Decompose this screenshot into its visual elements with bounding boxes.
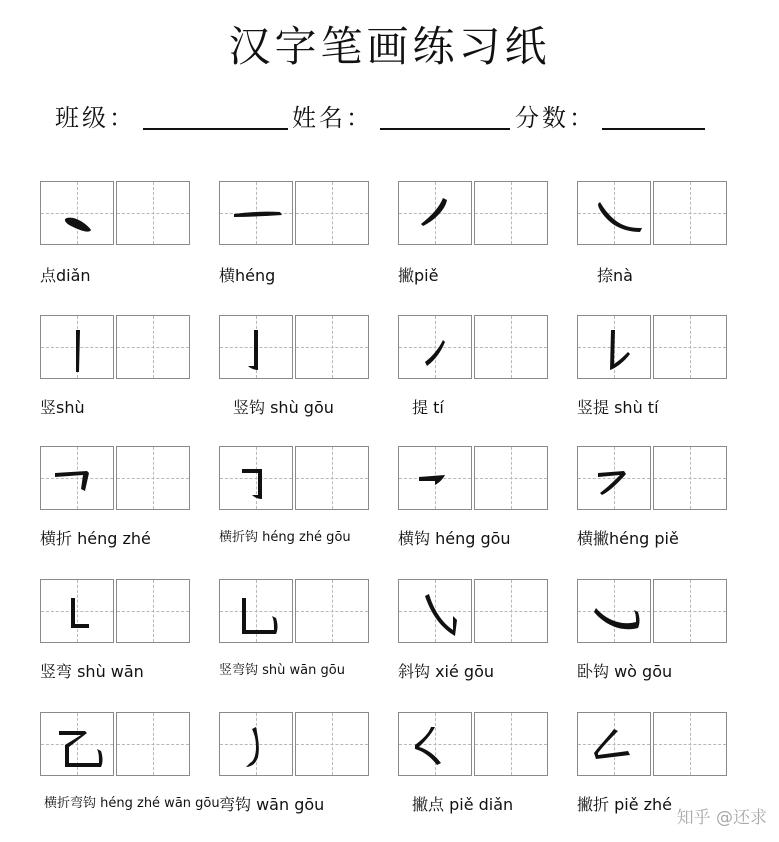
practice-boxes — [398, 181, 549, 247]
practice-boxes — [40, 315, 191, 381]
shuwan-stroke-icon — [41, 580, 115, 644]
stroke-cell — [398, 712, 558, 822]
example-box — [219, 446, 293, 510]
piezhe-stroke-icon — [578, 713, 652, 777]
stroke-cell — [398, 181, 558, 291]
stroke-label: 提 tí — [412, 398, 444, 417]
practice-box[interactable] — [474, 315, 548, 379]
stroke-cell — [40, 712, 220, 822]
shuwangou-stroke-icon — [220, 580, 294, 644]
stroke-cell — [577, 446, 737, 556]
piedian-stroke-icon — [399, 713, 473, 777]
practice-boxes — [40, 181, 191, 247]
example-box — [398, 181, 472, 245]
example-box — [219, 579, 293, 643]
stroke-cell — [577, 315, 737, 425]
stroke-label: 横折 héng zhé — [40, 529, 151, 548]
stroke-label: 撇piě — [398, 266, 439, 285]
practice-boxes — [219, 446, 370, 512]
hengpie-stroke-icon — [578, 447, 652, 511]
score-label: 分数： — [515, 104, 596, 132]
practice-box[interactable] — [295, 181, 369, 245]
practice-box[interactable] — [474, 579, 548, 643]
example-box — [40, 446, 114, 510]
practice-box[interactable] — [116, 181, 190, 245]
stroke-label: 点diǎn — [40, 266, 91, 285]
practice-boxes — [577, 712, 728, 778]
heng-stroke-icon — [220, 182, 294, 246]
example-box — [40, 579, 114, 643]
hengzhe-stroke-icon — [41, 447, 115, 511]
practice-box[interactable] — [474, 712, 548, 776]
stroke-label: 横钩 héng gōu — [398, 529, 511, 548]
practice-box[interactable] — [295, 446, 369, 510]
stroke-cell — [577, 181, 737, 291]
ti-stroke-icon — [399, 316, 473, 380]
stroke-label: 撇点 piě diǎn — [412, 795, 514, 814]
stroke-label: 横折钩 héng zhé gōu — [219, 530, 351, 545]
name-label: 姓名： — [292, 104, 373, 132]
practice-box[interactable] — [474, 446, 548, 510]
class-label: 班级： — [55, 104, 136, 132]
example-box — [398, 712, 472, 776]
example-box — [219, 181, 293, 245]
stroke-cell — [40, 181, 200, 291]
practice-box[interactable] — [116, 712, 190, 776]
practice-boxes — [398, 579, 549, 645]
na-stroke-icon — [578, 182, 652, 246]
practice-boxes — [577, 579, 728, 645]
stroke-label: 横héng — [219, 266, 276, 285]
stroke-label: 横折弯钩 héng zhé wān gōu — [44, 796, 220, 811]
stroke-label: 卧钩 wò gōu — [577, 662, 673, 681]
example-box — [577, 315, 651, 379]
stroke-cell — [577, 579, 737, 689]
wogou-stroke-icon — [578, 580, 652, 644]
stroke-label: 竖弯 shù wān — [40, 662, 144, 681]
wangou-stroke-icon — [220, 713, 294, 777]
name-blank-line[interactable] — [380, 128, 510, 130]
shugou-stroke-icon — [220, 316, 294, 380]
class-blank-line[interactable] — [143, 128, 288, 130]
stroke-cell — [40, 579, 200, 689]
practice-boxes — [40, 579, 191, 645]
practice-box[interactable] — [116, 446, 190, 510]
dian-stroke-icon — [41, 182, 115, 246]
stroke-cell — [219, 579, 379, 689]
example-box — [577, 446, 651, 510]
stroke-cell — [219, 712, 379, 822]
stroke-label: 竖提 shù tí — [577, 398, 659, 417]
practice-box[interactable] — [295, 712, 369, 776]
henggou-stroke-icon — [399, 447, 473, 511]
practice-box[interactable] — [653, 712, 727, 776]
stroke-label: 竖钩 shù gōu — [233, 398, 334, 417]
practice-box[interactable] — [653, 446, 727, 510]
example-box — [40, 181, 114, 245]
practice-boxes — [398, 712, 549, 778]
practice-box[interactable] — [116, 579, 190, 643]
example-box — [398, 315, 472, 379]
stroke-cell — [398, 315, 558, 425]
info-fields — [0, 98, 779, 138]
shuti-stroke-icon — [578, 316, 652, 380]
stroke-cell — [40, 446, 200, 556]
practice-box[interactable] — [295, 315, 369, 379]
example-box — [398, 446, 472, 510]
practice-box[interactable] — [653, 579, 727, 643]
practice-boxes — [577, 181, 728, 247]
stroke-cell — [219, 315, 379, 425]
example-box — [40, 712, 114, 776]
hengzhegou-stroke-icon — [220, 447, 294, 511]
practice-boxes — [40, 446, 191, 512]
practice-box[interactable] — [295, 579, 369, 643]
pie-stroke-icon — [399, 182, 473, 246]
example-box — [40, 315, 114, 379]
stroke-cell — [40, 315, 200, 425]
shu-stroke-icon — [41, 316, 115, 380]
stroke-label: 斜钩 xié gōu — [398, 662, 495, 681]
example-box — [398, 579, 472, 643]
practice-boxes — [219, 579, 370, 645]
practice-boxes — [577, 446, 728, 512]
stroke-cell — [398, 579, 558, 689]
practice-boxes — [398, 446, 549, 512]
example-box — [577, 579, 651, 643]
xiegou-stroke-icon — [399, 580, 473, 644]
practice-boxes — [219, 181, 370, 247]
practice-boxes — [577, 315, 728, 381]
stroke-label: 弯钩 wān gōu — [219, 795, 325, 814]
practice-boxes — [219, 712, 370, 778]
practice-box[interactable] — [653, 315, 727, 379]
example-box — [219, 315, 293, 379]
page-title: 汉字笔画练习纸 — [228, 22, 551, 71]
practice-box[interactable] — [474, 181, 548, 245]
stroke-cell — [398, 446, 558, 556]
stroke-cell — [219, 181, 379, 291]
stroke-label: 竖shù — [40, 398, 85, 417]
practice-box[interactable] — [116, 315, 190, 379]
stroke-cell — [219, 446, 379, 556]
example-box — [219, 712, 293, 776]
practice-boxes — [40, 712, 191, 778]
stroke-label: 横撇héng piě — [577, 529, 679, 548]
stroke-label: 撇折 piě zhé — [577, 795, 673, 814]
stroke-label: 捺nà — [597, 266, 633, 285]
practice-boxes — [398, 315, 549, 381]
practice-boxes — [219, 315, 370, 381]
example-box — [577, 712, 651, 776]
score-blank-line[interactable] — [602, 128, 705, 130]
example-box — [577, 181, 651, 245]
stroke-label: 竖弯钩 shù wān gōu — [219, 663, 345, 678]
practice-box[interactable] — [653, 181, 727, 245]
watermark: 知乎 @还求 — [676, 808, 767, 828]
hengzhewangou-stroke-icon — [41, 713, 115, 777]
